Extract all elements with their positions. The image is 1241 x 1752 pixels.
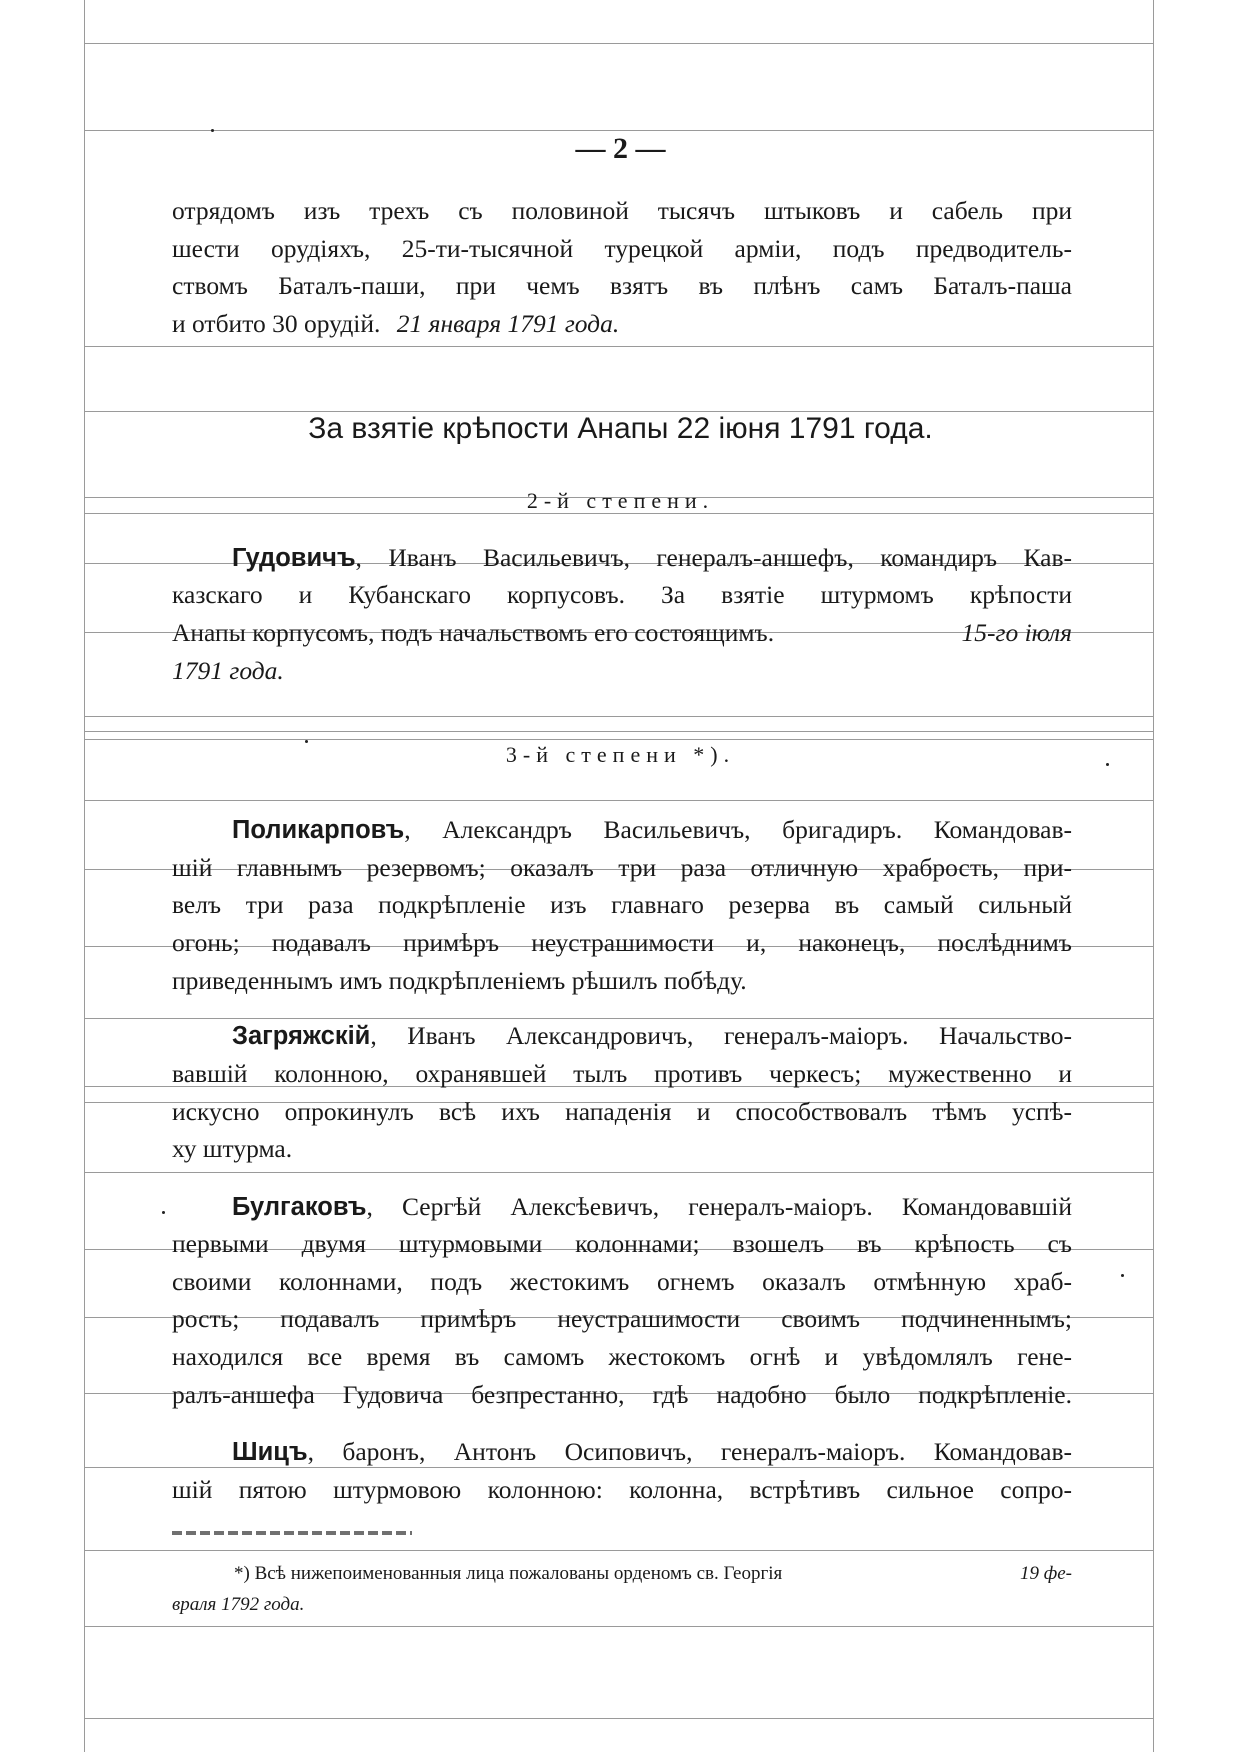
ruled-line [84, 739, 1154, 740]
entry-text: , Сергѣй Алексѣевичъ, генералъ-маіоръ. Командовавшій [366, 1192, 1072, 1221]
paragraph-line: ралъ-аншефа Гудовича безпрестанно, гдѣ надобно было подкрѣпленіе. [172, 1380, 1072, 1409]
entry-first-line [172, 1021, 1072, 1051]
entry-text: , баронъ, Антонъ Осиповичъ, генералъ-маіоръ. Командовав- [307, 1437, 1072, 1466]
ruled-line [84, 1467, 1154, 1468]
paragraph-line: огонь; подавалъ примѣръ неустрашимости и, наконецъ, послѣднимъ [172, 928, 1072, 957]
date: 15-го іюля [961, 618, 1072, 647]
paragraph-line: шести орудіяхъ, 25-ти-тысячной турецкой арміи, подъ предводитель- [172, 234, 1072, 263]
ruled-line [84, 43, 1154, 44]
entry-first-line [172, 543, 1072, 573]
paragraph-line: шій пятою штурмовою колонною: колонна, встрѣтивъ сильное сопро- [172, 1475, 1072, 1504]
ruled-line [84, 716, 1154, 717]
date: 19 фе- [1020, 1563, 1072, 1584]
paragraph-line: рость; подавалъ примѣръ неустрашимости своимъ подчиненнымъ; [172, 1304, 1072, 1333]
scan-speck [162, 1211, 165, 1214]
left-margin-rule [84, 0, 85, 1752]
person-name: Шицъ [232, 1438, 308, 1466]
ruled-line [84, 1172, 1154, 1173]
entry-text: , Иванъ Александровичъ, генералъ-маіоръ. Начальство- [370, 1021, 1072, 1050]
cropped-text-fragment [172, 1531, 412, 1535]
date: враля 1792 года. [172, 1594, 305, 1615]
person-name: Загряжскій [232, 1022, 371, 1050]
page-number: — 2 — [575, 132, 666, 165]
paragraph-line: казскаго и Кубанскаго корпусовъ. За взятіе штурмомъ крѣпости [172, 580, 1072, 609]
paragraph-line [172, 618, 1072, 648]
date: 21 января 1791 года. [396, 309, 620, 338]
line-text: и отбито 30 орудій. [172, 309, 381, 338]
paragraph-line: искусно опрокинулъ всѣ ихъ нападенія и способствовалъ тѣмъ успѣ- [172, 1097, 1072, 1126]
entry-first-line [172, 1437, 1072, 1467]
scan-speck [211, 129, 214, 132]
date: 1791 года. [172, 656, 284, 685]
entry-first-line [172, 1192, 1072, 1222]
ruled-line [84, 731, 1154, 732]
paragraph-line: первыми двумя штурмовыми колоннами; взошелъ въ крѣпость съ [172, 1229, 1072, 1258]
ruled-line [84, 1018, 1154, 1019]
scan-speck [1121, 1274, 1124, 1277]
paragraph-line: находился все время въ самомъ жестокомъ огнѣ и увѣдомлялъ гене- [172, 1342, 1072, 1371]
scan-speck [1106, 763, 1109, 766]
ruled-line [84, 130, 1154, 131]
right-margin-rule [1153, 0, 1154, 1752]
footnote-text: *) Всѣ нижепоименованныя лица пожалованы орденомъ св. Георгія [234, 1563, 783, 1584]
ruled-line [84, 346, 1154, 347]
degree-heading: 2-й степени. [526, 488, 715, 513]
paragraph-line: ствомъ Баталъ-паши, при чемъ взятъ въ плѣнъ самъ Баталъ-паша [172, 271, 1072, 300]
paragraph-line: отрядомъ изъ трехъ съ половиной тысячъ штыковъ и сабель при [172, 196, 1072, 225]
ruled-line [84, 1550, 1154, 1551]
person-name: Булгаковъ [232, 1193, 367, 1221]
ruled-line [84, 800, 1154, 801]
line-text: Анапы корпусомъ, подъ начальствомъ его состоящимъ. [172, 618, 775, 647]
person-name: Поликарповъ [232, 816, 405, 844]
ruled-line [84, 1718, 1154, 1719]
paragraph-line [172, 309, 1072, 339]
ruled-line [84, 1626, 1154, 1627]
paragraph-line: шій главнымъ резервомъ; оказалъ три раза отличную храбрость, при- [172, 853, 1072, 882]
person-name: Гудовичъ [232, 544, 356, 572]
entry-text: , Иванъ Васильевичъ, генералъ-аншефъ, командиръ Кав- [355, 543, 1072, 572]
paragraph-line: велъ три раза подкрѣпленіе изъ главнаго резерва въ самый сильный [172, 890, 1072, 919]
paragraph-line: вавшій колонною, охранявшей тылъ противъ черкесъ; мужественно и [172, 1059, 1072, 1088]
entry-first-line [172, 815, 1072, 845]
footnote-line [234, 1563, 1072, 1585]
scan-speck [305, 740, 308, 743]
entry-text: , Александръ Васильевичъ, бригадиръ. Командовав- [404, 815, 1072, 844]
paragraph-line: приведеннымъ имъ подкрѣпленіемъ рѣшилъ побѣду. [172, 966, 747, 995]
paragraph-line: своими колоннами, подъ жестокимъ огнемъ оказалъ отмѣнную храб- [172, 1267, 1072, 1296]
section-title: За взятіе крѣпости Анапы 22 іюня 1791 года. [308, 412, 933, 445]
degree-heading: 3-й степени *). [505, 742, 736, 767]
paragraph-line: ху штурма. [172, 1134, 293, 1163]
